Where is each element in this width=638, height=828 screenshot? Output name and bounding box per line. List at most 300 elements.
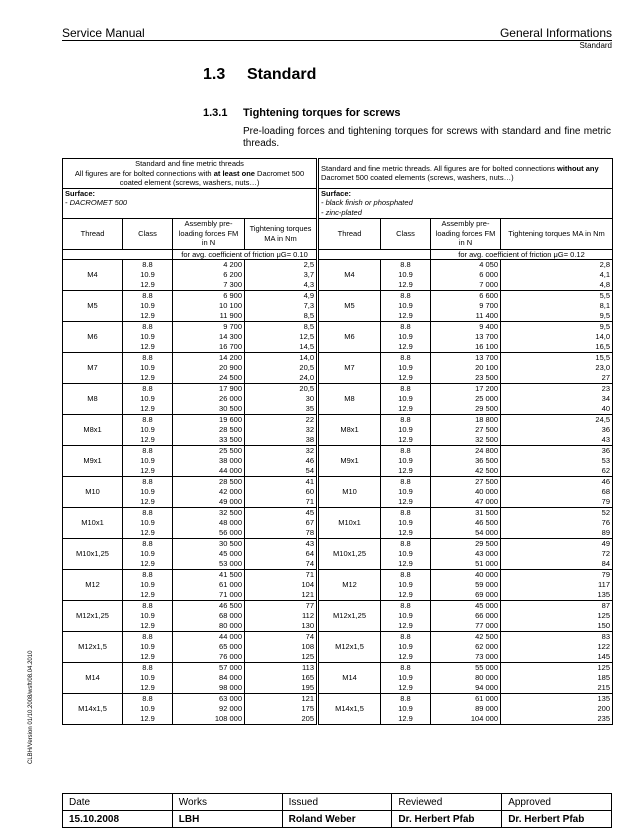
left-torque-value: 24,0 bbox=[299, 373, 315, 383]
right-force-value: 46 500 bbox=[475, 518, 499, 528]
right-class-value: 12.9 bbox=[398, 280, 413, 290]
left-force bbox=[173, 260, 245, 291]
left-force-value: 30 500 bbox=[219, 404, 242, 414]
left-thread: M12 bbox=[63, 570, 123, 601]
right-force-value: 6 000 bbox=[479, 270, 499, 280]
right-torque-value: 4,8 bbox=[599, 280, 611, 290]
left-torque-value: 165 bbox=[301, 673, 315, 683]
right-col-class: Class bbox=[381, 218, 431, 249]
right-class bbox=[381, 632, 431, 663]
right-torque-value: 235 bbox=[597, 714, 611, 724]
right-class-value: 10.9 bbox=[398, 456, 413, 466]
right-torque-value: 5,5 bbox=[599, 291, 611, 301]
left-torque-value: 77 bbox=[305, 601, 315, 611]
right-class-value: 10.9 bbox=[398, 301, 413, 311]
right-force-value: 104 000 bbox=[470, 714, 499, 724]
left-torque-value: 74 bbox=[305, 632, 315, 642]
right-torque-value: 215 bbox=[597, 683, 611, 693]
right-class-value: 12.9 bbox=[398, 497, 413, 507]
left-torque bbox=[245, 477, 317, 508]
right-torque-value: 9,5 bbox=[599, 322, 611, 332]
left-force-value: 32 500 bbox=[219, 508, 242, 518]
left-class-value: 10.9 bbox=[140, 425, 155, 435]
left-class bbox=[123, 260, 173, 291]
intro-text: Pre-loading forces and tightening torques for screws with standard and fine metric threads. bbox=[243, 126, 611, 149]
right-class bbox=[381, 384, 431, 415]
left-torque bbox=[245, 570, 317, 601]
left-force-value: 30 500 bbox=[219, 539, 242, 549]
left-class-value: 10.9 bbox=[140, 611, 155, 621]
left-force-value: 45 000 bbox=[219, 549, 242, 559]
left-torque-value: 43 bbox=[305, 539, 315, 549]
right-force-value: 13 700 bbox=[475, 353, 499, 363]
left-torque bbox=[245, 601, 317, 632]
right-torque bbox=[501, 570, 613, 601]
left-force-value: 44 000 bbox=[219, 466, 242, 476]
table-row bbox=[63, 508, 613, 539]
left-class-value: 12.9 bbox=[140, 280, 155, 290]
left-force-value: 84 000 bbox=[219, 673, 242, 683]
footer-value-works: LBH bbox=[172, 811, 282, 828]
right-class-value: 8.8 bbox=[400, 322, 411, 332]
left-torque-value: 78 bbox=[305, 528, 315, 538]
left-torque-value: 30 bbox=[305, 394, 315, 404]
right-class-value: 12.9 bbox=[398, 466, 413, 476]
right-class-value: 8.8 bbox=[400, 446, 411, 456]
right-force-value: 36 500 bbox=[475, 456, 499, 466]
left-force-value: 76 000 bbox=[219, 652, 242, 662]
left-class-value: 8.8 bbox=[142, 477, 153, 487]
right-force-value: 61 000 bbox=[475, 694, 499, 704]
right-class-value: 12.9 bbox=[398, 528, 413, 538]
left-class bbox=[123, 384, 173, 415]
left-class-value: 8.8 bbox=[142, 508, 153, 518]
right-torque-value: 15,5 bbox=[595, 353, 611, 363]
right-torque-value: 9,5 bbox=[599, 311, 611, 321]
right-class-value: 10.9 bbox=[398, 611, 413, 621]
right-torque-value: 125 bbox=[597, 663, 611, 673]
right-class-value: 8.8 bbox=[400, 694, 411, 704]
left-class bbox=[123, 632, 173, 663]
table-row bbox=[63, 322, 613, 353]
right-class bbox=[381, 446, 431, 477]
right-class-value: 8.8 bbox=[400, 570, 411, 580]
right-torque-value: 150 bbox=[597, 621, 611, 631]
left-class-value: 12.9 bbox=[140, 590, 155, 600]
left-class-value: 12.9 bbox=[140, 621, 155, 631]
section-title bbox=[203, 66, 316, 84]
left-class bbox=[123, 508, 173, 539]
right-torque-value: 83 bbox=[601, 632, 611, 642]
right-force bbox=[431, 663, 501, 694]
left-torque-value: 46 bbox=[305, 456, 315, 466]
left-class-value: 12.9 bbox=[140, 683, 155, 693]
left-class-value: 8.8 bbox=[142, 384, 153, 394]
left-torque bbox=[245, 663, 317, 694]
left-caption: Standard and fine metric threads All figures are for bolted connections with at least one Dacromet 500 coated element (screws, washers, nuts…) bbox=[63, 159, 317, 189]
left-thread: M12x1,25 bbox=[63, 601, 123, 632]
header-sub: Standard bbox=[579, 41, 612, 50]
right-thread: M12 bbox=[319, 570, 381, 601]
right-class bbox=[381, 291, 431, 322]
right-torque-value: 36 bbox=[601, 425, 611, 435]
right-class-value: 10.9 bbox=[398, 518, 413, 528]
left-force-value: 16 700 bbox=[219, 342, 242, 352]
right-thread: M14x1,5 bbox=[319, 694, 381, 725]
left-force-value: 17 900 bbox=[219, 384, 242, 394]
left-class-value: 10.9 bbox=[140, 704, 155, 714]
right-force bbox=[431, 632, 501, 663]
left-force-value: 4 200 bbox=[223, 260, 242, 270]
left-class-value: 10.9 bbox=[140, 673, 155, 683]
right-force bbox=[431, 570, 501, 601]
right-force bbox=[431, 694, 501, 725]
right-torque bbox=[501, 632, 613, 663]
right-torque bbox=[501, 384, 613, 415]
right-class-value: 12.9 bbox=[398, 559, 413, 569]
left-force-value: 11 900 bbox=[219, 311, 242, 321]
left-class-value: 12.9 bbox=[140, 466, 155, 476]
left-torque-value: 67 bbox=[305, 518, 315, 528]
right-thread: M10 bbox=[319, 477, 381, 508]
left-class-value: 12.9 bbox=[140, 714, 155, 724]
right-thread: M10x1 bbox=[319, 508, 381, 539]
left-force-value: 25 500 bbox=[219, 446, 242, 456]
left-thread: M14x1,5 bbox=[63, 694, 123, 725]
right-force-value: 51 000 bbox=[475, 559, 499, 569]
left-torque-value: 108 bbox=[301, 642, 315, 652]
right-thread: M4 bbox=[319, 260, 381, 291]
footer-label-issued: Issued bbox=[282, 794, 392, 811]
right-force bbox=[431, 291, 501, 322]
right-class-value: 10.9 bbox=[398, 673, 413, 683]
right-class-value: 12.9 bbox=[398, 683, 413, 693]
right-force-value: 31 500 bbox=[475, 508, 499, 518]
right-force bbox=[431, 477, 501, 508]
left-torque-value: 112 bbox=[302, 611, 315, 621]
left-force bbox=[173, 694, 245, 725]
right-torque bbox=[501, 415, 613, 446]
approval-footer bbox=[62, 793, 612, 828]
right-class bbox=[381, 570, 431, 601]
left-surface: Surface: - DACROMET 500 bbox=[63, 188, 317, 218]
right-class-value: 12.9 bbox=[398, 652, 413, 662]
table-row bbox=[63, 632, 613, 663]
left-class bbox=[123, 539, 173, 570]
left-force-value: 61 000 bbox=[219, 580, 242, 590]
left-force-value: 26 000 bbox=[219, 394, 242, 404]
right-torque-value: 200 bbox=[597, 704, 611, 714]
left-force-value: 7 300 bbox=[223, 280, 242, 290]
torque-rows bbox=[63, 260, 613, 725]
right-torque-value: 185 bbox=[597, 673, 611, 683]
left-force bbox=[173, 570, 245, 601]
footer-label-works: Works bbox=[172, 794, 282, 811]
left-force-value: 42 000 bbox=[219, 487, 242, 497]
left-class-value: 12.9 bbox=[140, 528, 155, 538]
table-row bbox=[63, 384, 613, 415]
right-force-value: 7 000 bbox=[479, 280, 499, 290]
right-force-value: 59 000 bbox=[475, 580, 499, 590]
right-class-value: 12.9 bbox=[398, 590, 413, 600]
left-force-value: 6 200 bbox=[223, 270, 242, 280]
right-col-force: Assembly pre-loading forces FM in N bbox=[431, 218, 501, 249]
left-thread: M5 bbox=[63, 291, 123, 322]
right-torque-value: 117 bbox=[598, 580, 611, 590]
table-row bbox=[63, 353, 613, 384]
left-torque bbox=[245, 322, 317, 353]
left-torque-value: 14,0 bbox=[299, 353, 315, 363]
right-class bbox=[381, 322, 431, 353]
left-col-force: Assembly pre-loading forces FM in N bbox=[173, 218, 245, 249]
left-class bbox=[123, 353, 173, 384]
right-force bbox=[431, 260, 501, 291]
left-class-value: 12.9 bbox=[140, 435, 155, 445]
right-thread: M9x1 bbox=[319, 446, 381, 477]
right-torque-value: 72 bbox=[601, 549, 611, 559]
right-torque-value: 23,0 bbox=[595, 363, 611, 373]
left-force-value: 14 200 bbox=[219, 353, 242, 363]
right-thread: M10x1,25 bbox=[319, 539, 381, 570]
right-torque bbox=[501, 291, 613, 322]
left-class-value: 12.9 bbox=[140, 497, 155, 507]
right-force-value: 69 000 bbox=[475, 590, 499, 600]
left-thread: M7 bbox=[63, 353, 123, 384]
right-class-value: 8.8 bbox=[400, 539, 411, 549]
left-torque-value: 205 bbox=[301, 714, 315, 724]
left-class-value: 8.8 bbox=[142, 260, 153, 270]
left-class bbox=[123, 570, 173, 601]
left-class-value: 10.9 bbox=[140, 518, 155, 528]
right-force-value: 62 000 bbox=[475, 642, 499, 652]
left-torque-value: 22 bbox=[305, 415, 315, 425]
left-thread: M9x1 bbox=[63, 446, 123, 477]
left-force bbox=[173, 663, 245, 694]
left-class-value: 12.9 bbox=[140, 404, 155, 414]
left-torque bbox=[245, 291, 317, 322]
left-torque-value: 113 bbox=[302, 663, 315, 673]
left-class bbox=[123, 663, 173, 694]
left-torque-value: 175 bbox=[301, 704, 315, 714]
left-class-value: 10.9 bbox=[140, 394, 155, 404]
right-torque-value: 16,5 bbox=[595, 342, 611, 352]
right-thread: M8 bbox=[319, 384, 381, 415]
right-force-value: 54 000 bbox=[475, 528, 499, 538]
right-class-value: 10.9 bbox=[398, 425, 413, 435]
left-force-value: 44 000 bbox=[219, 632, 242, 642]
right-torque bbox=[501, 663, 613, 694]
left-thread: M10x1,25 bbox=[63, 539, 123, 570]
section-number: 1.3 bbox=[203, 66, 226, 83]
right-force-value: 23 500 bbox=[475, 373, 499, 383]
right-torque bbox=[501, 446, 613, 477]
right-force bbox=[431, 601, 501, 632]
right-class bbox=[381, 539, 431, 570]
left-col-torque: Tightening torques MA in Nm bbox=[245, 218, 317, 249]
left-force-value: 65 000 bbox=[219, 642, 242, 652]
right-class-value: 12.9 bbox=[398, 311, 413, 321]
left-class-value: 8.8 bbox=[142, 446, 153, 456]
left-force-value: 20 900 bbox=[219, 363, 242, 373]
left-class-value: 10.9 bbox=[140, 456, 155, 466]
left-force-value: 48 000 bbox=[219, 518, 242, 528]
footer-value-date: 15.10.2008 bbox=[63, 811, 173, 828]
footer-value-issued: Roland Weber bbox=[282, 811, 392, 828]
left-class-value: 8.8 bbox=[142, 291, 153, 301]
right-caption: Standard and fine metric threads. All figures are for bolted connections without any Dacromet 500 coated elements (screws, washers, nuts…) bbox=[319, 159, 613, 189]
right-class bbox=[381, 353, 431, 384]
left-force-value: 57 000 bbox=[219, 663, 242, 673]
right-class-value: 12.9 bbox=[398, 435, 413, 445]
left-class-value: 10.9 bbox=[140, 301, 155, 311]
right-class-value: 8.8 bbox=[400, 415, 411, 425]
left-class bbox=[123, 322, 173, 353]
left-force-value: 19 600 bbox=[219, 415, 242, 425]
left-force-value: 10 100 bbox=[219, 301, 242, 311]
right-thread: M12x1,5 bbox=[319, 632, 381, 663]
right-torque-value: 49 bbox=[601, 539, 611, 549]
left-col-thread: Thread bbox=[63, 218, 123, 249]
left-force bbox=[173, 353, 245, 384]
left-force bbox=[173, 446, 245, 477]
right-class-value: 10.9 bbox=[398, 394, 413, 404]
left-class-value: 10.9 bbox=[140, 363, 155, 373]
left-class bbox=[123, 601, 173, 632]
right-force bbox=[431, 508, 501, 539]
table-row bbox=[63, 415, 613, 446]
right-force-value: 29 500 bbox=[475, 539, 499, 549]
right-force-value: 11 400 bbox=[475, 311, 499, 321]
left-class bbox=[123, 446, 173, 477]
left-thread: M6 bbox=[63, 322, 123, 353]
right-force-value: 55 000 bbox=[475, 663, 499, 673]
table-row bbox=[63, 446, 613, 477]
footer-label-approved: Approved bbox=[502, 794, 612, 811]
right-class-value: 12.9 bbox=[398, 714, 413, 724]
left-class-value: 8.8 bbox=[142, 539, 153, 549]
left-force-value: 24 500 bbox=[219, 373, 242, 383]
right-force-value: 32 500 bbox=[475, 435, 499, 445]
right-force-value: 13 700 bbox=[475, 332, 499, 342]
right-force-value: 47 000 bbox=[475, 497, 499, 507]
left-torque-value: 60 bbox=[305, 487, 315, 497]
left-torque-value: 195 bbox=[301, 683, 315, 693]
right-class-value: 8.8 bbox=[400, 601, 411, 611]
left-thread: M10x1 bbox=[63, 508, 123, 539]
left-force-value: 49 000 bbox=[219, 497, 242, 507]
left-friction: for avg. coefficient of friction μG= 0.10 bbox=[173, 249, 317, 260]
right-torque-value: 40 bbox=[601, 404, 611, 414]
right-class-value: 10.9 bbox=[398, 642, 413, 652]
left-force-value: 28 500 bbox=[219, 425, 242, 435]
left-force-value: 53 000 bbox=[219, 559, 242, 569]
subsection-name: Tightening torques for screws bbox=[243, 107, 401, 119]
left-torque-value: 12,5 bbox=[299, 332, 315, 342]
right-torque bbox=[501, 508, 613, 539]
right-torque bbox=[501, 477, 613, 508]
left-torque bbox=[245, 508, 317, 539]
right-class bbox=[381, 415, 431, 446]
right-torque-value: 36 bbox=[601, 446, 611, 456]
friction-row bbox=[63, 249, 613, 260]
section-name: Standard bbox=[247, 66, 317, 83]
right-class-value: 8.8 bbox=[400, 353, 411, 363]
left-force bbox=[173, 384, 245, 415]
right-thread: M5 bbox=[319, 291, 381, 322]
table-row bbox=[63, 539, 613, 570]
right-force bbox=[431, 322, 501, 353]
right-class-value: 10.9 bbox=[398, 270, 413, 280]
right-force bbox=[431, 353, 501, 384]
footer-label-reviewed: Reviewed bbox=[392, 794, 502, 811]
left-force-value: 80 000 bbox=[219, 621, 242, 631]
left-torque-value: 71 bbox=[305, 497, 315, 507]
left-force bbox=[173, 291, 245, 322]
right-class-value: 8.8 bbox=[400, 508, 411, 518]
left-class-value: 12.9 bbox=[140, 652, 155, 662]
table-row bbox=[63, 260, 613, 291]
right-torque-value: 43 bbox=[601, 435, 611, 445]
left-class bbox=[123, 477, 173, 508]
right-thread: M12x1,25 bbox=[319, 601, 381, 632]
left-torque bbox=[245, 694, 317, 725]
right-torque-value: 79 bbox=[601, 497, 611, 507]
right-force-value: 42 500 bbox=[475, 632, 499, 642]
left-class-value: 10.9 bbox=[140, 487, 155, 497]
left-force-value: 68 000 bbox=[219, 611, 242, 621]
right-force-value: 6 600 bbox=[479, 291, 499, 301]
footer-value-reviewed: Dr. Herbert Pfab bbox=[392, 811, 502, 828]
right-class bbox=[381, 601, 431, 632]
surface-row bbox=[63, 188, 613, 218]
right-class-value: 8.8 bbox=[400, 632, 411, 642]
left-torque-value: 2,5 bbox=[303, 260, 315, 270]
left-force bbox=[173, 539, 245, 570]
right-class-value: 8.8 bbox=[400, 384, 411, 394]
right-thread: M14 bbox=[319, 663, 381, 694]
right-force-value: 27 500 bbox=[475, 477, 499, 487]
table-row bbox=[63, 477, 613, 508]
left-torque bbox=[245, 446, 317, 477]
left-class-value: 8.8 bbox=[142, 322, 153, 332]
right-torque-value: 24,5 bbox=[595, 415, 611, 425]
left-force bbox=[173, 601, 245, 632]
left-class-value: 8.8 bbox=[142, 601, 153, 611]
right-force bbox=[431, 384, 501, 415]
left-class bbox=[123, 415, 173, 446]
right-class-value: 12.9 bbox=[398, 621, 413, 631]
left-force-value: 9 700 bbox=[223, 322, 242, 332]
right-torque-value: 2,8 bbox=[599, 260, 611, 270]
right-torque-value: 52 bbox=[601, 508, 611, 518]
left-torque-value: 130 bbox=[301, 621, 315, 631]
left-class-value: 10.9 bbox=[140, 270, 155, 280]
left-torque-value: 20,5 bbox=[299, 363, 315, 373]
right-surface: Surface: - black finish or phosphated - zinc-plated bbox=[319, 188, 613, 218]
left-torque-value: 32 bbox=[305, 446, 315, 456]
right-thread: M8x1 bbox=[319, 415, 381, 446]
left-torque-value: 104 bbox=[301, 580, 315, 590]
left-torque-value: 3,7 bbox=[303, 270, 315, 280]
right-force bbox=[431, 415, 501, 446]
left-torque-value: 41 bbox=[305, 477, 315, 487]
right-force-value: 66 000 bbox=[475, 611, 499, 621]
side-version-text: CLBH/Version 01/10.2008/wsft/08.04.2010 bbox=[28, 650, 34, 764]
right-force-value: 9 400 bbox=[479, 322, 499, 332]
right-col-thread: Thread bbox=[319, 218, 381, 249]
right-torque-value: 34 bbox=[601, 394, 611, 404]
left-class-value: 8.8 bbox=[142, 415, 153, 425]
